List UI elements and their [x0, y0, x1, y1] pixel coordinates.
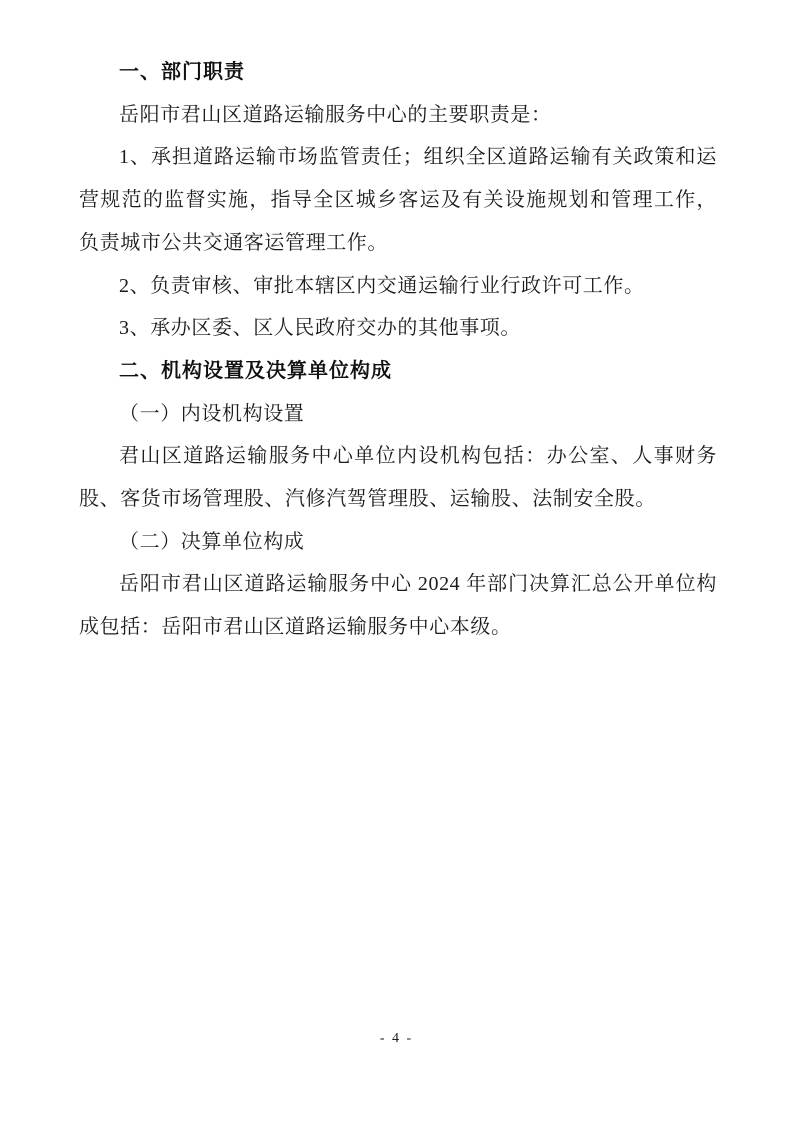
- section-heading-department-duties: 一、部门职责: [119, 61, 245, 83]
- paragraph-final-accounts-units-detail: 岳阳市君山区道路运输服务中心 2024 年部门决算汇总公开单位构成包括：岳阳市君山区道路运输服务中心本级。: [79, 573, 717, 639]
- document-body: [79, 51, 717, 649]
- paragraph-duty-item-3: 3、承办区委、区人民政府交办的其他事项。: [119, 317, 521, 340]
- paragraph-internal-organization-detail: 君山区道路运输服务中心单位内设机构包括：办公室、人事财务股、客货市场管理股、汽修汽驾管理股、运输股、法制安全股。: [79, 445, 717, 511]
- page-number: - 4 -: [379, 1031, 414, 1046]
- subsection-heading-final-accounts-units: （二）决算单位构成: [119, 530, 305, 553]
- section-heading-organization-setup: 二、机构设置及决算单位构成: [119, 359, 392, 382]
- paragraph-duties-intro: 岳阳市君山区道路运输服务中心的主要职责是：: [119, 103, 552, 126]
- paragraph-duty-item-2: 2、负责审核、审批本辖区内交通运输行业行政许可工作。: [119, 274, 645, 297]
- subsection-heading-internal-organization: （一）内设机构设置: [119, 402, 305, 425]
- paragraph-duty-item-1: 1、承担道路运输市场监管责任；组织全区道路运输有关政策和运营规范的监督实施，指导全区城乡客运及有关设施规划和管理工作，负责城市公共交通客运管理工作。: [79, 146, 717, 254]
